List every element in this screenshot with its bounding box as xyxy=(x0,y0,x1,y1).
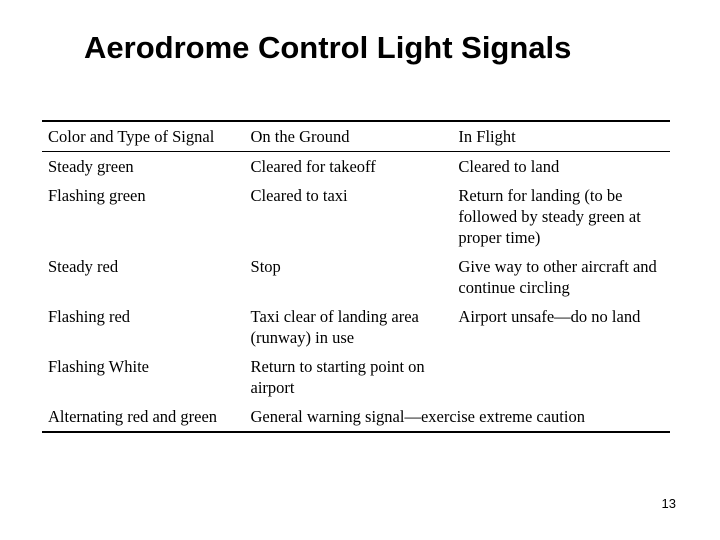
table-row xyxy=(42,252,670,302)
table-row xyxy=(42,402,670,432)
light-signals-table xyxy=(42,120,670,433)
header-on-ground: On the Ground xyxy=(245,121,453,152)
signal-cell: Flashing red xyxy=(48,307,131,326)
flight-cell: Airport unsafe—do no land xyxy=(458,307,641,326)
slide-title: Aerodrome Control Light Signals xyxy=(84,30,572,65)
signal-cell: Alternating red and green xyxy=(42,402,245,432)
table-row xyxy=(42,302,670,352)
table-row xyxy=(42,181,670,252)
header-in-flight: In Flight xyxy=(452,121,670,152)
signal-cell: Steady red xyxy=(48,257,119,276)
flight-cell: Give way to other aircraft and continue circling xyxy=(458,257,657,297)
signal-cell: Flashing green xyxy=(48,186,146,205)
table-row xyxy=(42,152,670,182)
ground-cell: Return to starting point on airport xyxy=(250,357,425,397)
page-number: 13 xyxy=(661,496,676,511)
table-header-row xyxy=(42,121,670,152)
signal-cell: Steady green xyxy=(48,157,134,176)
flight-cell: Cleared to land xyxy=(458,157,560,176)
spanning-cell: General warning signal—exercise extreme caution xyxy=(245,402,670,432)
ground-cell: Cleared to taxi xyxy=(250,186,348,205)
ground-cell: Cleared for takeoff xyxy=(250,157,376,176)
table-row xyxy=(42,352,670,402)
flight-cell xyxy=(452,352,670,402)
header-signal-type: Color and Type of Signal xyxy=(42,121,245,152)
ground-cell: Stop xyxy=(250,257,281,276)
signal-cell: Flashing White xyxy=(48,357,149,376)
ground-cell: Taxi clear of landing area (runway) in use xyxy=(250,307,419,347)
flight-cell: Return for landing (to be followed by steady green at proper time) xyxy=(458,186,641,247)
